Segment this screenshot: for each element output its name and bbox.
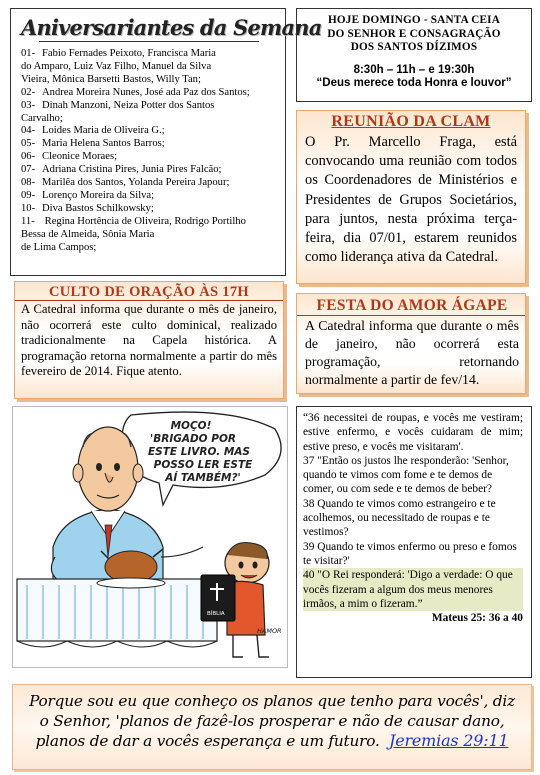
service-times: 8:30h – 11h – e 19:30h [353, 63, 475, 76]
anniversaries-list [21, 48, 277, 255]
list-item: Vieira, Mônica Barsetti Bastos, Willy Tan; [21, 73, 201, 85]
sunday-header-line: HOJE DOMINGO - SANTA CEIA [328, 14, 500, 26]
verse-37: 37 "Então os justos lhe responderão: 'Senhor, quando te vimos com fome e te demos de comer, ou com sede e te demos de beber? [303, 454, 509, 496]
list-item: 10- Diva Bastos Schilkowsky; [21, 202, 154, 214]
list-item: Carvalho; [21, 112, 63, 124]
list-item: 01- Fabio Fernades Peixoto, Francisca Maria [21, 48, 216, 59]
verse-reference: Mateus 25: 36 a 40 [431, 612, 523, 625]
list-item: 03- Dinah Manzoni, Neiza Potter dos Santos [21, 99, 215, 111]
speech-text: AÍ TAMBÉM?' [165, 472, 241, 484]
anniversaries-box [10, 8, 322, 276]
quote-reference-link[interactable]: Jeremias 29:11 [388, 731, 509, 750]
list-item: 05- Maria Helena Santos Barros; [21, 138, 165, 150]
meeting-text: O Pr. Marcello Fraga, está convocando uma reunião com todos os Coordenadores de Ministérios e Presidentes de Grupos Societários, para juntos, nesta próxima terça-feira, dia 07/01, estarem reunidos como liderança ativa da Catedral. [305, 134, 517, 266]
list-item: 09- Lorenço Moreira da Silva; [21, 189, 155, 201]
prayer-service-notice [14, 281, 284, 399]
speech-text: ESTE LIVRO. MAS [147, 446, 251, 458]
list-item: 02- Andrea Moreira Nunes, José ada Paz dos Santos; [21, 86, 250, 98]
jeremiah-quote-box [12, 684, 532, 770]
list-item: de Lima Campos; [21, 241, 97, 253]
sunday-header-line: DO SENHOR E CONSAGRAÇÃO [327, 27, 501, 40]
list-item: 04- Loides Maria de Oliveira G.; [21, 125, 165, 137]
artist-signature: HAMOR [257, 627, 282, 635]
cartoon-illustration [12, 406, 288, 668]
title-underline [39, 41, 259, 42]
agape-feast-text: A Catedral informa que durante o mês de janeiro, não ocorrerá esta programação, retornando normalmente a partir de fev/14. [305, 318, 519, 387]
list-item: do Amparo, Luiz Vaz Filho, Manuel da Silva [21, 60, 212, 72]
meeting-notice [296, 110, 526, 284]
sunday-header-line: DOS SANTOS DÍZIMOS [350, 41, 478, 53]
agape-feast-title: FESTA DO AMOR ÁGAPE [316, 297, 508, 314]
speech-text: 'BRIGADO POR [150, 433, 236, 445]
quote-text: Porque sou eu que conheço os planos que tenho para vocês', diz o Senhor, 'planos de fazê-los prosperar e não de causar dano, planos de dar a vocês esperança e um futuro. Jeremias 29:11 [29, 692, 515, 750]
bible-verses-box [296, 406, 532, 678]
list-item: 08- Marilêa dos Santos, Yolanda Pereira Japour; [21, 177, 230, 189]
book-label: BÍBLIA [207, 611, 225, 617]
agape-feast-notice [296, 293, 526, 394]
verse-38: 38 Quando te vimos como estrangeiro e te acolhemos, ou necessitado de roupas e te vestimos? [303, 497, 496, 539]
anniversaries-title: Aniversariantes da Semana [21, 15, 322, 40]
speech-text: POSSO LER ESTE [153, 459, 253, 471]
list-item: 07- Adriana Cristina Pires, Junia Pires Falcão; [21, 164, 222, 176]
verse-39: 39 Quando te vimos enfermo ou preso e fomos te visitar?' [303, 540, 517, 567]
list-item: Bessa de Almeida, Sônia Maria [21, 228, 155, 240]
meeting-title: REUNIÃO DA CLAM [331, 113, 491, 130]
list-item: 11- Regina Hortência de Oliveira, Rodrigo Portilho [21, 215, 246, 227]
prayer-service-title: CULTO DE ORAÇÃO ÀS 17H [49, 284, 249, 300]
verse-40: 40 "O Rei responderá: 'Digo a verdade: O que vocês fizeram a algum dos meus menores irmãos, a mim o fizeram.” [303, 568, 523, 611]
divider [15, 300, 283, 301]
sunday-quote: “Deus merece toda Honra e louvor” [316, 76, 512, 89]
prayer-service-text: A Catedral informa que durante o mês de janeiro, não ocorrerá este culto dominical, realizado tradicionalmente na Capela histórica. A programação retorna normalmente a partir do mês fevereiro de 2014. Fique atento. [21, 302, 277, 379]
list-item: 06- Cleonice Moraes; [21, 151, 118, 163]
divider [297, 315, 525, 316]
sunday-service-box [296, 8, 532, 102]
verse-36: “36 necessitei de roupas, e vocês me vestiram; estive enfermo, e vocês cuidaram de mim; estive preso, e vocês me visitaram'. [303, 412, 523, 453]
speech-text: MOÇO! [170, 420, 212, 432]
